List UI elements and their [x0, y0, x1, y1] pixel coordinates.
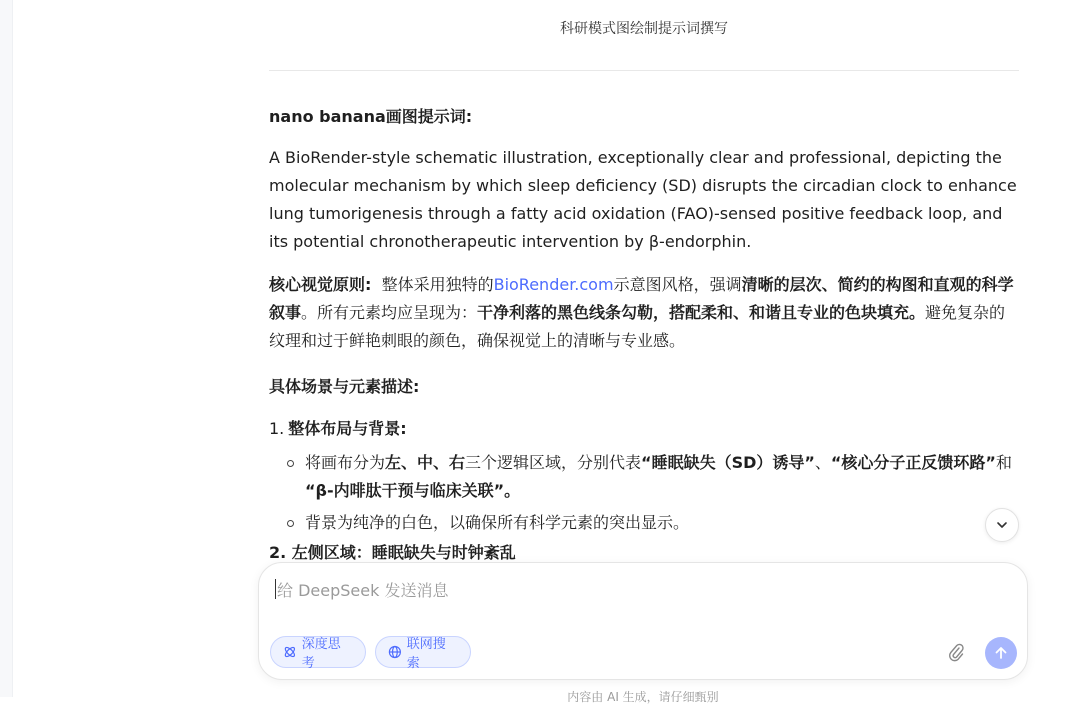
- deep-think-label: 深度思考: [301, 637, 341, 671]
- principle-bold-2: 干净利落的黑色线条勾勒，搭配柔和、和谐且专业的色块填充。: [477, 303, 926, 322]
- atom-icon: [283, 645, 297, 659]
- sidebar-edge: [0, 0, 13, 697]
- sub-item-layout: 将画布分为左、中、右三个逻辑区域，分别代表“睡眠缺失（SD）诱导”、“核心分子正反馈环路”和 “β-内啡肽干预与临床关联”。: [269, 449, 1021, 505]
- scene-heading: 具体场景与元素描述:: [269, 377, 420, 396]
- visual-principle-paragraph: [269, 271, 1021, 355]
- conversation-title: 科研模式图绘制提示词撰写: [560, 21, 728, 37]
- principle-label: 核心视觉原则:: [269, 275, 372, 294]
- message-composer: [258, 562, 1028, 680]
- list-item-1-title: 整体布局与背景:: [288, 419, 407, 438]
- arrow-up-icon: [993, 645, 1009, 661]
- list-item-1: [269, 417, 1021, 441]
- scroll-to-bottom-button[interactable]: [985, 508, 1019, 542]
- title-divider: [269, 70, 1019, 71]
- english-prompt-paragraph: A BioRender-style schematic illustration, exceptionally clear and professional, depicting the molecular mechanism by which sleep deficiency (SD) disrupts the circadian clock to enhance lung tumorigenesis through a fatty acid oxidation (FAO)-sensed positive feedback loop, and its potential chronotherapeutic intervention by β-endorphin.: [269, 148, 1017, 251]
- web-search-label: 联网搜索: [406, 637, 446, 671]
- chevron-down-icon: [995, 518, 1009, 532]
- message-input[interactable]: [275, 577, 979, 603]
- principle-text-1: 整体采用独特的: [381, 275, 494, 294]
- text-caret: [275, 579, 276, 599]
- principle-text-3: 。所有元素均应呈现为：: [301, 303, 478, 322]
- principle-bold-1: 清晰的层次、简约的构图和直观的科学叙事: [269, 275, 1014, 322]
- principle-text-4: 避免复杂的纹理和过于鲜艳刺眼的颜色，确保视觉上的清晰与专业感。: [269, 303, 1006, 350]
- biorender-link[interactable]: BioRender.com: [493, 275, 614, 294]
- principle-text-2: 示意图风格，强调: [613, 275, 742, 294]
- globe-icon: [388, 645, 402, 659]
- list-item-1-number: 1.: [269, 419, 285, 438]
- web-search-toggle[interactable]: [375, 636, 471, 671]
- send-button[interactable]: [985, 637, 1017, 669]
- list-item-2-partial: 2. 左侧区域：睡眠缺失与时钟紊乱: [269, 543, 516, 560]
- sub-item-background: 背景为纯净的白色，以确保所有科学元素的突出显示。: [269, 509, 1021, 537]
- hollow-bullet-icon: [287, 460, 294, 467]
- hollow-bullet-icon: [287, 520, 294, 527]
- prompt-heading: nano banana画图提示词:: [269, 107, 473, 126]
- deep-think-toggle[interactable]: [270, 636, 366, 671]
- ai-disclaimer: 内容由 AI 生成，请仔细甄别: [567, 690, 719, 704]
- paperclip-icon[interactable]: [947, 643, 965, 663]
- sub-list: [269, 449, 1021, 537]
- message-content: [269, 105, 1021, 560]
